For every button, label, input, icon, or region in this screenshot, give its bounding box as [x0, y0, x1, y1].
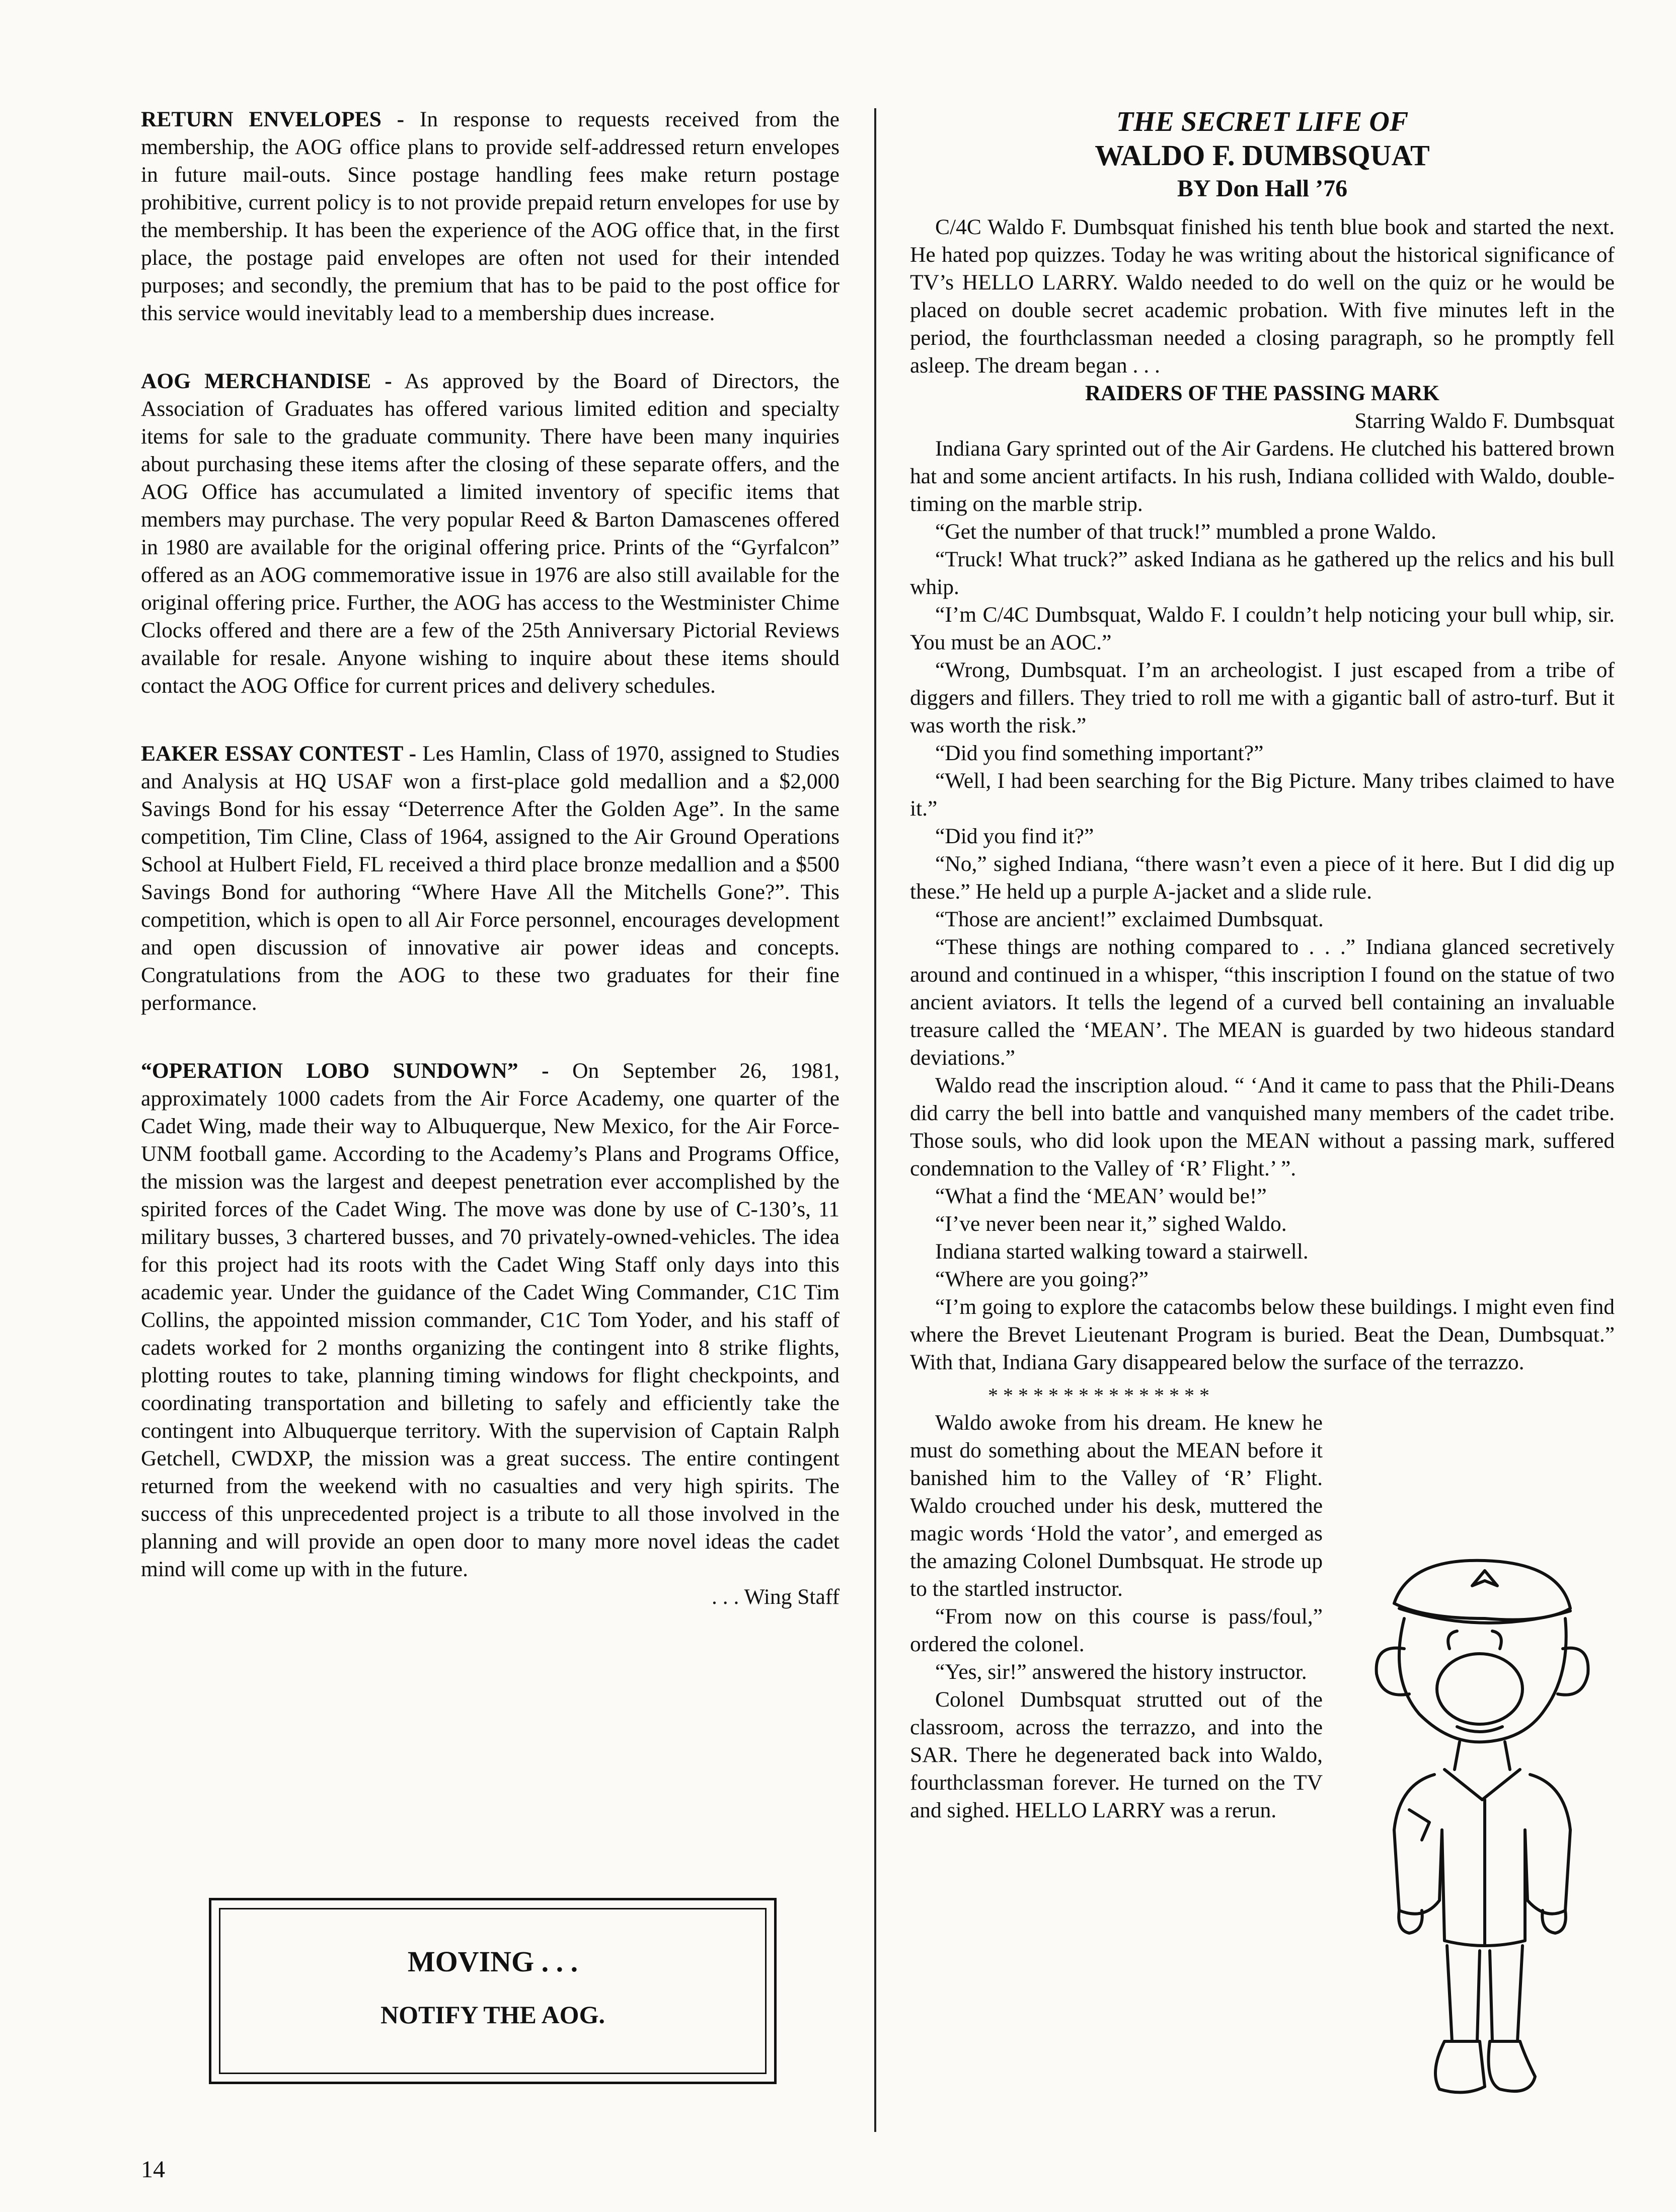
story-paragraph: “What a find the ‘MEAN’ would be!”: [935, 1184, 1267, 1208]
story-paragraph: “I’m C/4C Dumbsquat, Waldo F. I couldn’t help noticing your bull whip, sir. You must be an AOC.”: [910, 603, 1615, 654]
story-paragraph: “I’ve never been near it,” sighed Waldo.: [935, 1212, 1287, 1236]
moving-notice-box: [209, 1898, 777, 2084]
story-paragraph: “Get the number of that truck!” mumbled a prone Waldo.: [935, 520, 1436, 544]
story-paragraph: Waldo read the inscription aloud. “ ‘And it came to pass that the Phili-Deans did carry the bell into battle and vanquished many members of the cadet tribe. Those souls, who did look upon the MEAN without a passing mark, suffered condemnation to the Valley of ‘R’ Flight.’ ”.: [910, 1073, 1615, 1181]
section-heading: “OPERATION LOBO SUNDOWN” -: [141, 1059, 549, 1083]
article-byline: BY Don Hall ’76: [1177, 175, 1348, 202]
moving-notice-inner-border: [219, 1908, 767, 2074]
column-divider: [874, 108, 876, 2132]
ending-paragraph: “Yes, sir!” answered the history instructor.: [935, 1660, 1307, 1684]
return-envelopes-section: [141, 106, 840, 327]
story-paragraph: “Where are you going?”: [935, 1267, 1149, 1291]
section-body: Les Hamlin, Class of 1970, assigned to Studies and Analysis at HQ USAF won a first-place gold medallion and a $2,000 Savings Bond for his essay “Deterrence After the Golden Age”. In the same competition, Tim Cline, Class of 1964, assigned to the Air Ground Operations School at Hulbert Field, FL received a third place bronze medallion and a $500 Savings Bond for authoring “Where Have All the Mitchells Gone?”. This competition, which is open to all Air Force personnel, encourages development and open discussion of innovative air power ideas and concepts. Congratulations from the AOG to these two graduates for their fine performance.: [141, 742, 840, 1015]
story-starring: Starring Waldo F. Dumbsquat: [1354, 409, 1615, 433]
section-body: In response to requests received from the membership, the AOG office plans to provide self-addressed return envelopes in future mail-outs. Since postage handling fees make return postage prohibitive, current policy is to not provide prepaid return envelopes for use by the membership. It has been the experience of the AOG office that, in the first place, the postage paid envelopes are often not used for their intended purposes; and secondly, the premium that has to be paid to the post office for this service would inevitably lead to a membership dues increase.: [141, 107, 840, 325]
story-paragraph: “Truck! What truck?” asked Indiana as he gathered up the relics and his bull whip.: [910, 547, 1615, 599]
story-subhead: RAIDERS OF THE PASSING MARK: [1085, 382, 1440, 405]
eaker-essay-section: [141, 740, 840, 1017]
story-intro: C/4C Waldo F. Dumbsquat finished his tenth blue book and started the next. He hated pop quizzes. Today he was writing about the historical significance of TV’s HELLO LARRY. Waldo needed to do well on the quiz or he would be placed on double secret academic probation. With five minutes left in the period, the fourthclassman needed a closing paragraph, so he promptly fell asleep. The dream began . . .: [910, 215, 1615, 378]
page-number: 14: [141, 2156, 165, 2183]
merchandise-section: [141, 367, 840, 700]
section-separator: ***************: [988, 1384, 1214, 1407]
story-paragraph: “Did you find it?”: [935, 824, 1094, 848]
section-body: On September 26, 1981, approximately 1000 cadets from the Air Force Academy, one quarter of the Cadet Wing, made their way to Albuquerque, New Mexico, for the Air Force-UNM football game. According to the Academy’s Plans and Programs Office, the mission was the largest and deepest penetration ever accomplished by the spirited forces of the Cadet Wing. The move was done by use of C-130’s, 11 military busses, 3 chartered busses, and 70 privately-owned-vehicles. The idea for this project had its roots with the Cadet Wing Staff only days into this academic year. Under the guidance of the Cadet Wing Commander, C1C Tim Collins, the appointed mission commander, C1C Tom Yoder, and his staff of cadets worked for 2 months organizing the contingent into 8 strike flights, plotting routes to take, planning timing windows for flight checkpoints, and coordinating transportation and billeting to safely and efficiently take the contingent into Albuquerque territory. With the supervision of Captain Ralph Getchell, CWDXP, the mission was a great success. The entire contingent returned from the weekend with no casualties and very high spirits. The success of this unprecedented project is a tribute to all those involved in the planning and will provide an open door to many more novel ideas the cadet mind will come up with in the future.: [141, 1059, 840, 1581]
article-title-line2: WALDO F. DUMBSQUAT: [1095, 139, 1430, 172]
story-paragraph: Indiana started walking toward a stairwell.: [935, 1239, 1309, 1264]
ending-paragraph: “From now on this course is pass/foul,” ordered the colonel.: [910, 1604, 1323, 1656]
operation-lobo-section: [141, 1057, 840, 1583]
left-column: [141, 106, 840, 1611]
story-paragraph: “These things are nothing compared to . . .” Indiana glanced secretively around and continued in a whisper, “this inscription I found on the statue of two ancient aviators. It tells the legend of a curved bell containing an invaluable treasure called the ‘MEAN’. The MEAN is guarded by two hideous standard deviations.”: [910, 935, 1615, 1070]
ending-paragraph: Colonel Dumbsquat strutted out of the classroom, across the terrazzo, and into the SAR. There he degenerated back into Waldo, fourthclassman forever. He turned on the TV and sighed. HELLO LARRY was a rerun.: [910, 1687, 1323, 1822]
section-heading: RETURN ENVELOPES -: [141, 107, 405, 131]
story-paragraph: “Did you find something important?”: [935, 741, 1264, 765]
story-paragraph: “I’m going to explore the catacombs below these buildings. I might even find where the Brevet Lieutenant Program is buried. Beat the Dean, Dumbsquat.” With that, Indiana Gary disappeared below the surface of the terrazzo.: [910, 1295, 1615, 1374]
story-paragraph: “Well, I had been searching for the Big Picture. Many tribes claimed to have it.”: [910, 769, 1615, 821]
story-paragraph: “Those are ancient!” exclaimed Dumbsquat.: [935, 907, 1324, 931]
moving-notice-line2: NOTIFY THE AOG.: [380, 2001, 605, 2029]
ending-paragraph: Waldo awoke from his dream. He knew he must do something about the MEAN before it banished him to the Valley of ‘R’ Flight. Waldo crouched under his desk, muttered the magic words ‘Hold the vator’, and emerged as the amazing Colonel Dumbsquat. He strode up to the startled instructor.: [910, 1411, 1323, 1601]
moving-notice-line1: MOVING . . .: [407, 1945, 578, 1978]
story-paragraph: Indiana Gary sprinted out of the Air Gardens. He clutched his battered brown hat and some ancient artifacts. In his rush, Indiana collided with Waldo, double-timing on the marble strip.: [910, 436, 1615, 516]
story-paragraph: “Wrong, Dumbsquat. I’m an archeologist. I just escaped from a tribe of diggers and fillers. They tried to roll me with a gigantic ball of astro-turf. But it was worth the risk.”: [910, 658, 1615, 738]
wing-staff-signature: . . . Wing Staff: [711, 1585, 840, 1609]
story-ending: [910, 1409, 1323, 1824]
section-heading: AOG MERCHANDISE -: [141, 369, 392, 393]
story-paragraph: “No,” sighed Indiana, “there wasn’t even a piece of it here. But I did dig up these.” He held up a purple A-jacket and a slide rule.: [910, 852, 1615, 904]
article-title-line1: THE SECRET LIFE OF: [1116, 106, 1409, 137]
cadet-cartoon-illustration: [1334, 1548, 1626, 2112]
story-body: [910, 435, 1615, 1376]
section-body: As approved by the Board of Directors, the Association of Graduates has offered various limited edition and specialty items for sale to the graduate community. There have been many inquiries about purchasing these items after the closing of these separate offers, and the AOG Office has accumulated a limited inventory of specific items that members may purchase. The very popular Reed & Barton Damascenes offered in 1980 are available for the original offering price. Prints of the “Gyrfalcon” offered as an AOG commemorative issue in 1976 are also still available for the original offering price. Further, the AOG has access to the Westminister Chime Clocks offered and there are a few of the 25th Anniversary Pictorial Reviews available for resale. Anyone wishing to inquire about these items should contact the AOG Office for current prices and delivery schedules.: [141, 369, 840, 698]
section-heading: EAKER ESSAY CONTEST -: [141, 742, 417, 766]
